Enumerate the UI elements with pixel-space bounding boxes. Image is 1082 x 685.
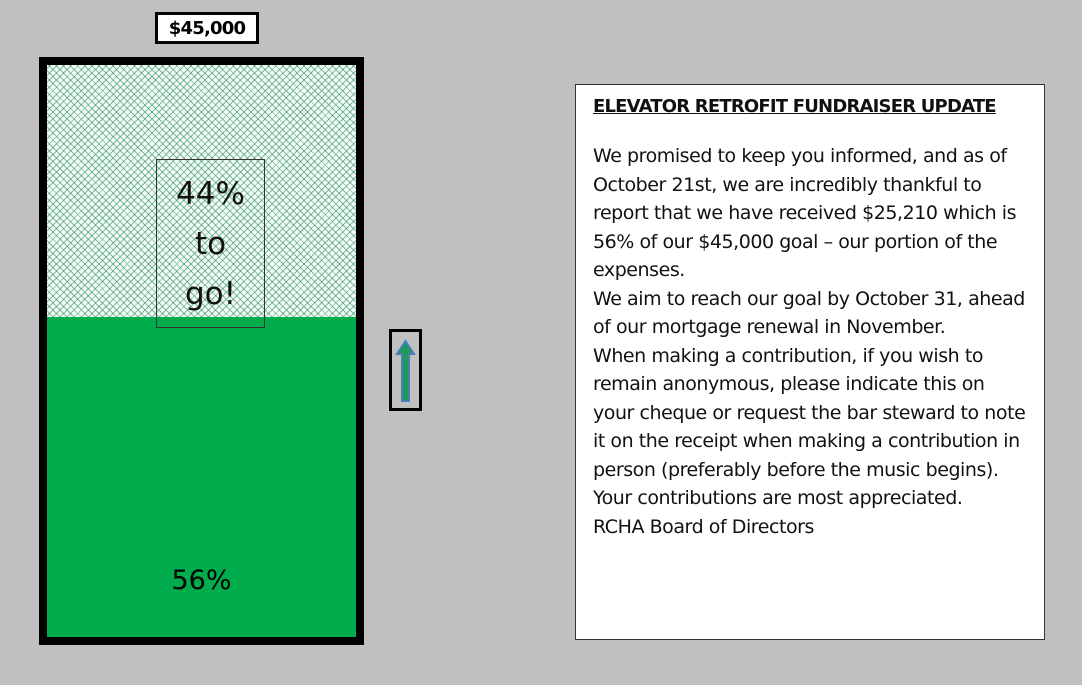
remaining-percent-line-2: to	[194, 225, 227, 262]
remaining-percent-line-3: go!	[184, 275, 237, 312]
update-paragraph: RCHA Board of Directors	[593, 515, 814, 538]
update-title: ELEVATOR RETROFIT FUNDRAISER UPDATE	[593, 96, 996, 117]
remaining-percent-box	[156, 159, 265, 328]
trend-indicator	[389, 329, 422, 411]
goal-amount-label: $45,000	[155, 12, 259, 44]
update-paragraph: We aim to reach our goal by October 31, ahead of our mortgage renewal in November.	[593, 287, 1025, 338]
update-paragraph: When making a contribution, if you wish to remain anonymous, please indicate this on your cheque or request the bar steward to note it on the receipt when making a contribution in person (preferably before the music begins).	[593, 344, 1026, 481]
remaining-percent-line-1: 44%	[176, 175, 245, 212]
up-arrow-icon	[392, 332, 419, 408]
update-paragraph: We promised to keep you informed, and as of October 21st, we are incredibly thankful to report that we have received $25,210 which is 56% of our $45,000 goal – our portion of the expenses.	[593, 145, 1017, 281]
raised-percent-label: 56%	[171, 565, 232, 596]
update-paragraph: Your contributions are most appreciated.	[593, 487, 963, 509]
update-panel	[575, 84, 1045, 640]
update-body	[593, 142, 1030, 541]
fundraising-thermometer	[39, 57, 364, 645]
